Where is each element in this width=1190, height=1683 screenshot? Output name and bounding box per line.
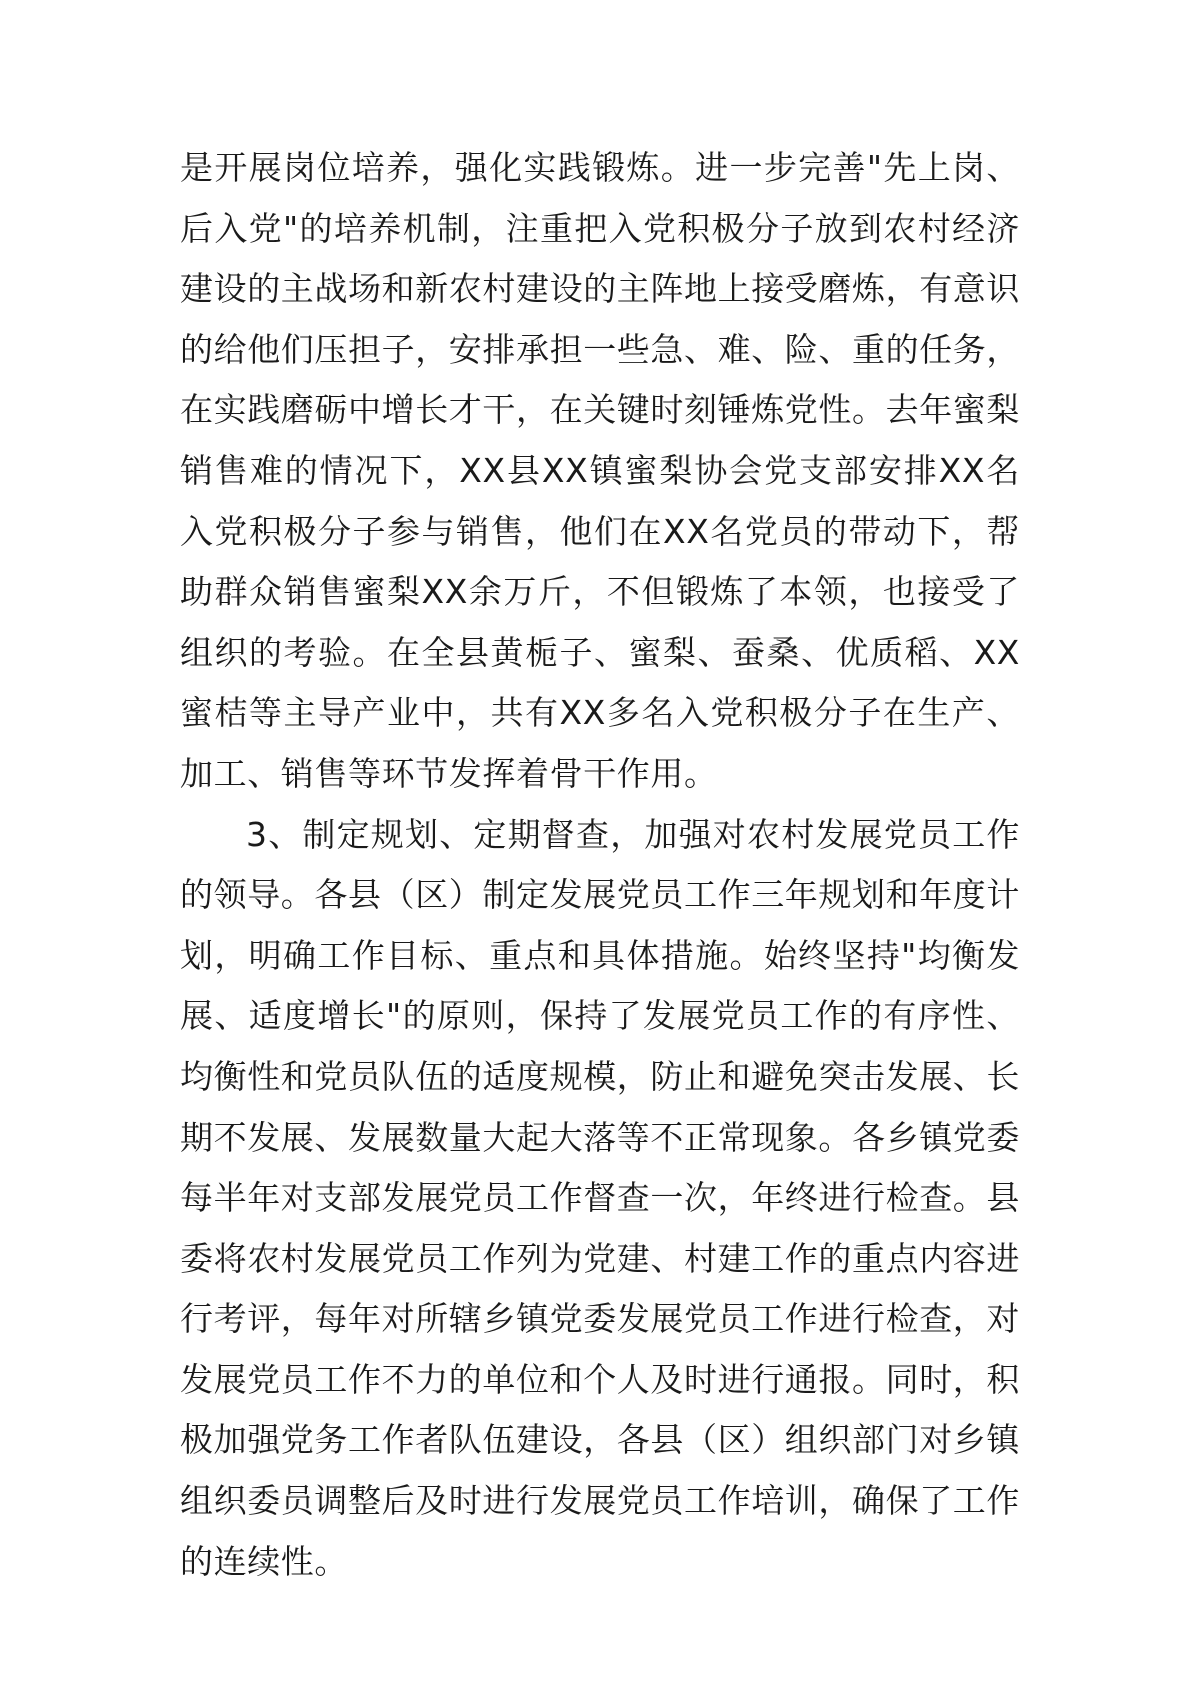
- paragraph-continuation: 是开展岗位培养，强化实践锻炼。进一步完善"先上岗、后入党"的培养机制，注重把入党积极分子放到农村经济建设的主战场和新农村建设的主阵地上接受磨炼，有意识的给他们压担子，安排承担一些急、难、险、重的任务，在实践磨砺中增长才干，在关键时刻锤炼党性。去年蜜梨销售难的情况下，XX县XX镇蜜梨协会党支部安排XX名入党积极分子参与销售，他们在XX名党员的带动下，帮助群众销售蜜梨XX余万斤，不但锻炼了本领，也接受了组织的考验。在全县黄栀子、蜜梨、蚕桑、优质稻、XX蜜桔等主导产业中，共有XX多名入党积极分子在生产、加工、销售等环节发挥着骨干作用。: [180, 148, 1020, 793]
- paragraph-section-3: 3、制定规划、定期督查，加强对农村发展党员工作的领导。各县（区）制定发展党员工作三年规划和年度计划，明确工作目标、重点和具体措施。始终坚持"均衡发展、适度增长"的原则，保持了发展党员工作的有序性、均衡性和党员队伍的适度规模，防止和避免突击发展、长期不发展、发展数量大起大落等不正常现象。各乡镇党委每半年对支部发展党员工作督查一次，年终进行检查。县委将农村发展党员工作列为党建、村建工作的重点内容进行考评，每年对所辖乡镇党委发展党员工作进行检查，对发展党员工作不力的单位和个人及时进行通报。同时，积极加强党务工作者队伍建设，各县（区）组织部门对乡镇组织委员调整后及时进行发展党员工作培训，确保了工作的连续性。: [180, 814, 1020, 1581]
- document-body: [180, 138, 1020, 1592]
